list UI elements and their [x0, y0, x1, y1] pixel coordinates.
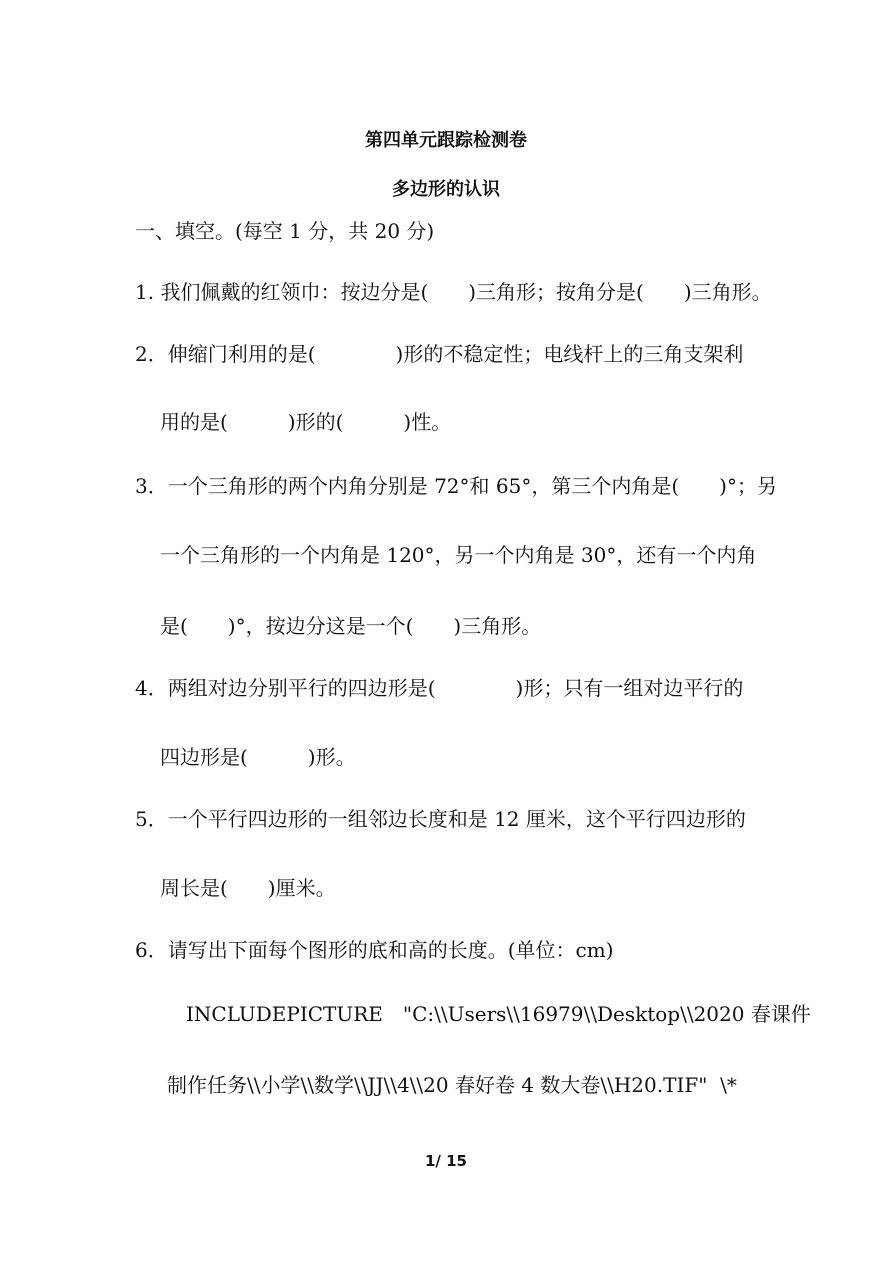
question-6: 6．请写出下面每个图形的底和高的长度。(单位：cm): [135, 938, 614, 962]
question-2-line-1: 2．伸缩门利用的是( )形的不稳定性；电线杆上的三角支架利: [135, 342, 744, 366]
question-2-line-2: 用的是( )形的( )性。: [160, 410, 452, 434]
section-heading: 一、填空。(每空 1 分，共 20 分): [135, 219, 435, 243]
document-title: 第四单元跟踪检测卷: [365, 130, 527, 151]
question-1: 1. 我们佩戴的红领巾：按边分是( )三角形；按角分是( )三角形。: [135, 280, 772, 304]
page-number: 1/ 15: [424, 1152, 467, 1170]
document-subtitle: 多边形的认识: [392, 179, 500, 200]
includepicture-field-line-1: INCLUDEPICTURE "C:\\Users\\16979\\Desktop\\2020 春课件: [186, 1002, 811, 1026]
includepicture-field-line-2: 制作任务\\小学\\数学\\JJ\\4\\20 春好卷 4 数大卷\\H20.TIF" \*: [167, 1073, 737, 1097]
question-4-line-1: 4．两组对边分别平行的四边形是( )形；只有一组对边平行的: [135, 676, 744, 700]
question-3-line-2: 一个三角形的一个内角是 120°，另一个内角是 30°，还有一个内角: [160, 543, 757, 567]
question-4-line-2: 四边形是( )形。: [160, 745, 356, 769]
question-3-line-3: 是( )°，按边分这是一个( )三角形。: [160, 614, 542, 638]
question-5-line-1: 5．一个平行四边形的一组邻边长度和是 12 厘米，这个平行四边形的: [135, 807, 746, 831]
question-5-line-2: 周长是( )厘米。: [160, 876, 336, 900]
question-3-line-1: 3．一个三角形的两个内角分别是 72°和 65°，第三个内角是( )°；另: [135, 474, 777, 498]
